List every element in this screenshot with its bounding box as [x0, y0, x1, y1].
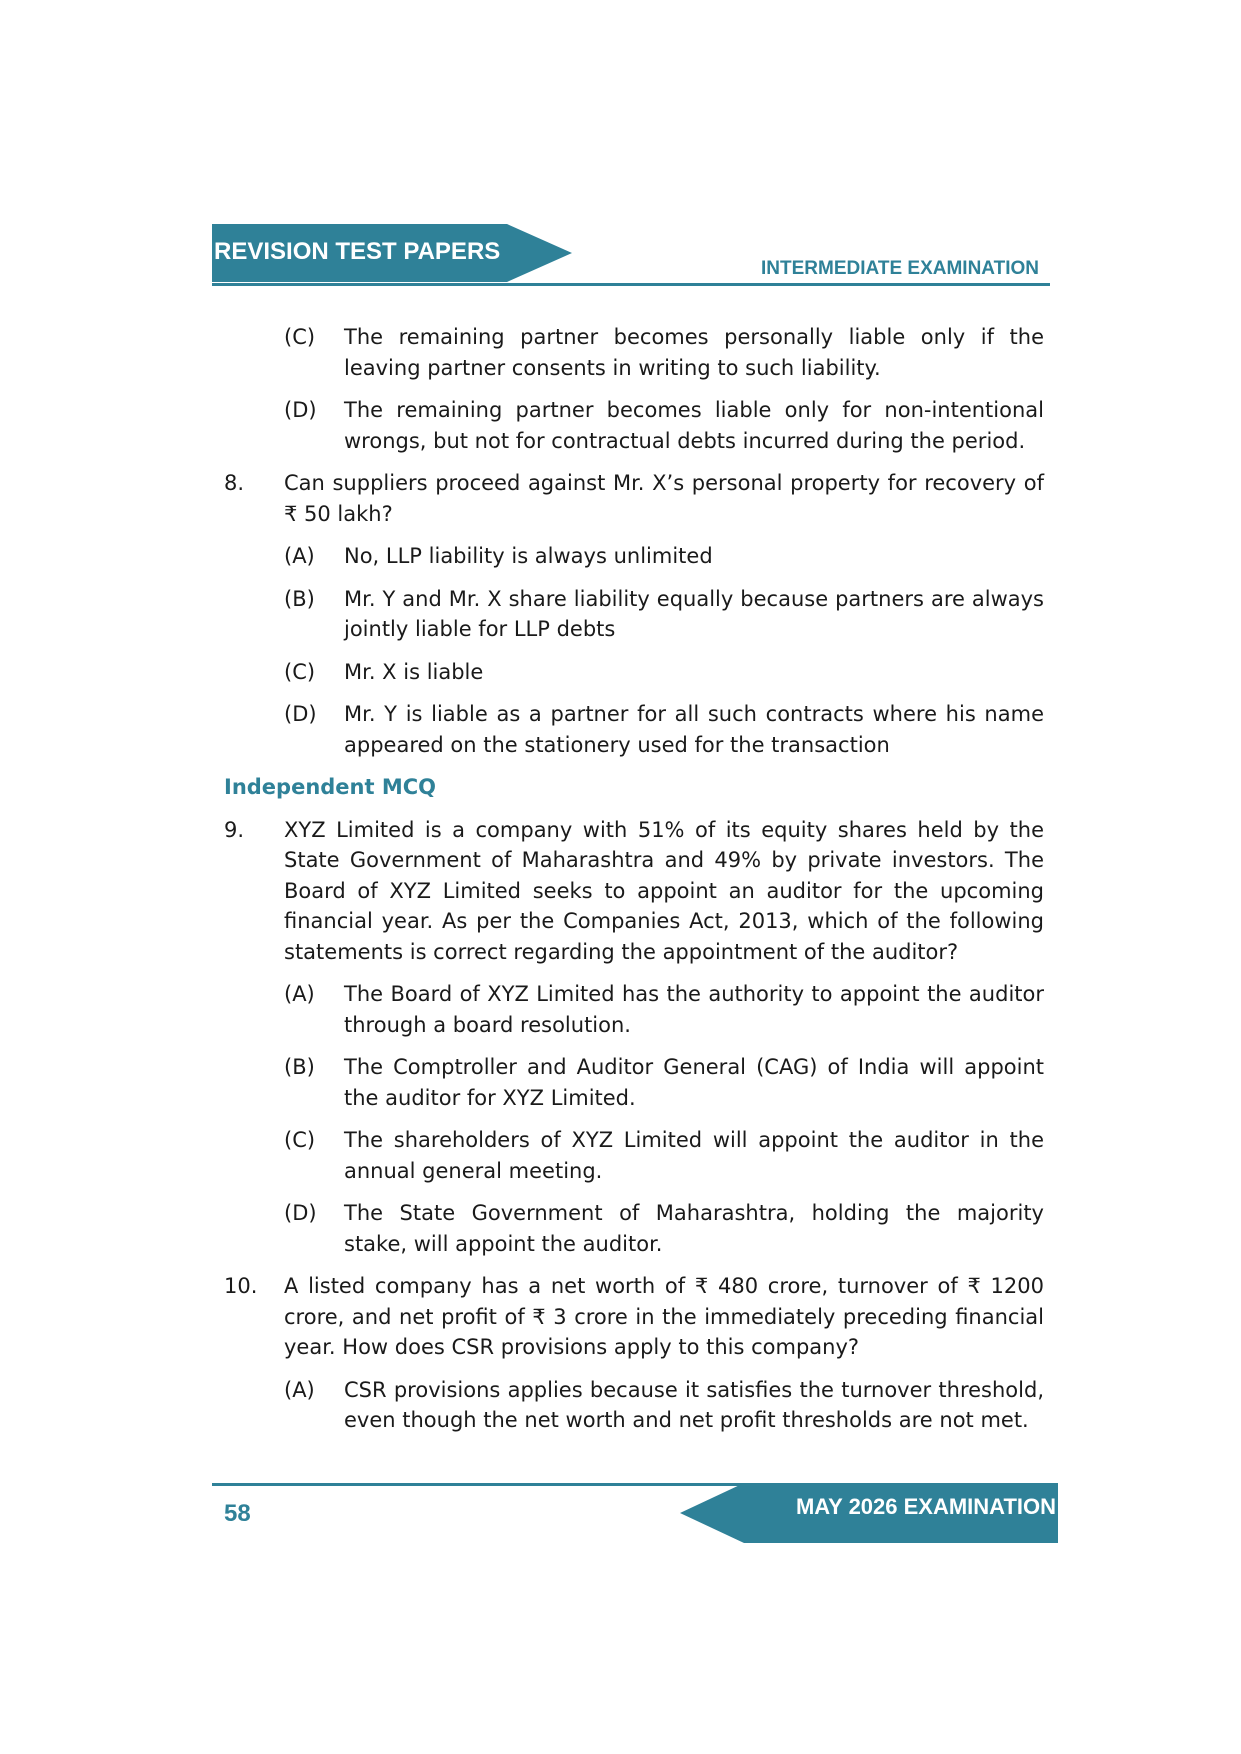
option-label: (D): [284, 1201, 317, 1225]
option-label: (A): [284, 982, 315, 1006]
option-text: The Comptroller and Auditor General (CAG) of India will appoint the auditor for XYZ Limited.: [344, 1055, 1044, 1110]
option-text: CSR provisions applies because it satisfies the turnover threshold, even though the net worth and net profit thresholds are not met.: [344, 1377, 1044, 1432]
header-tab: [212, 224, 572, 286]
question-9: [224, 815, 1044, 968]
option-text: The Board of XYZ Limited has the authority to appoint the auditor through a board resolution.: [344, 982, 1044, 1037]
question-text: Can suppliers proceed against Mr. X’s personal property for recovery of ₹ 50 lakh?: [284, 471, 1044, 526]
question-number: 10.: [224, 1274, 258, 1298]
page-number: 58: [224, 1500, 251, 1527]
option-text: The shareholders of XYZ Limited will appoint the auditor in the annual general meeting.: [344, 1128, 1044, 1183]
question-text: A listed company has a net worth of ₹ 480 crore, turnover of ₹ 1200 crore, and net profit of ₹ 3 crore in the immediately preceding financial year. How does CSR provisions apply to this company?: [284, 1274, 1044, 1359]
footer-tab: [680, 1483, 1058, 1543]
q8-option-c: [284, 657, 1044, 688]
header-rule: [212, 283, 1050, 286]
footer-exam-label: MAY 2026 EXAMINATION: [795, 1494, 1056, 1519]
option-label: (B): [284, 1055, 315, 1079]
q7-option-d: [284, 395, 1044, 456]
option-label: (D): [284, 398, 317, 422]
option-text: The State Government of Maharashtra, holding the majority stake, will appoint the auditor.: [344, 1201, 1044, 1256]
question-10: [224, 1271, 1044, 1363]
q9-option-a: [284, 979, 1044, 1040]
q7-option-c: [284, 322, 1044, 383]
q9-option-b: [284, 1052, 1044, 1113]
page-content: [224, 322, 1044, 1436]
section-heading: Independent MCQ: [224, 775, 436, 799]
option-label: (A): [284, 544, 315, 568]
question-text: XYZ Limited is a company with 51% of its equity shares held by the State Government of Maharashtra and 49% by private investors. The Board of XYZ Limited seeks to appoint an auditor for the upcoming financial year. As per the Companies Act, 2013, which of the following statements is correct regarding the appointment of the auditor?: [284, 817, 1044, 964]
option-text: Mr. X is liable: [344, 659, 484, 684]
q9-option-c: [284, 1125, 1044, 1186]
q8-option-b: [284, 584, 1044, 645]
question-8: [224, 468, 1044, 529]
q8-option-d: [284, 699, 1044, 760]
option-text: No, LLP liability is always unlimited: [344, 544, 713, 568]
option-label: (B): [284, 586, 315, 611]
header-left-title: REVISION TEST PAPERS: [214, 238, 501, 265]
option-label: (D): [284, 702, 317, 726]
option-label: (A): [284, 1377, 315, 1402]
option-label: (C): [284, 325, 316, 349]
question-number: 8.: [224, 471, 245, 495]
q10-option-a: [284, 1375, 1044, 1436]
option-text: The remaining partner becomes personally liable only if the leaving partner consents in writing to such liability.: [344, 325, 1044, 380]
option-text: The remaining partner becomes liable only for non-intentional wrongs, but not for contractual debts incurred during the period.: [344, 398, 1044, 453]
q9-option-d: [284, 1198, 1044, 1259]
option-label: (C): [284, 1128, 316, 1152]
question-number: 9.: [224, 817, 245, 842]
header-right-title: INTERMEDIATE EXAMINATION: [761, 258, 1039, 279]
option-text: Mr. Y is liable as a partner for all such contracts where his name appeared on the stationery used for the transaction: [344, 702, 1044, 757]
q8-option-a: [284, 541, 1044, 572]
option-text: Mr. Y and Mr. X share liability equally because partners are always jointly liable for LLP debts: [344, 586, 1044, 641]
option-label: (C): [284, 659, 316, 684]
